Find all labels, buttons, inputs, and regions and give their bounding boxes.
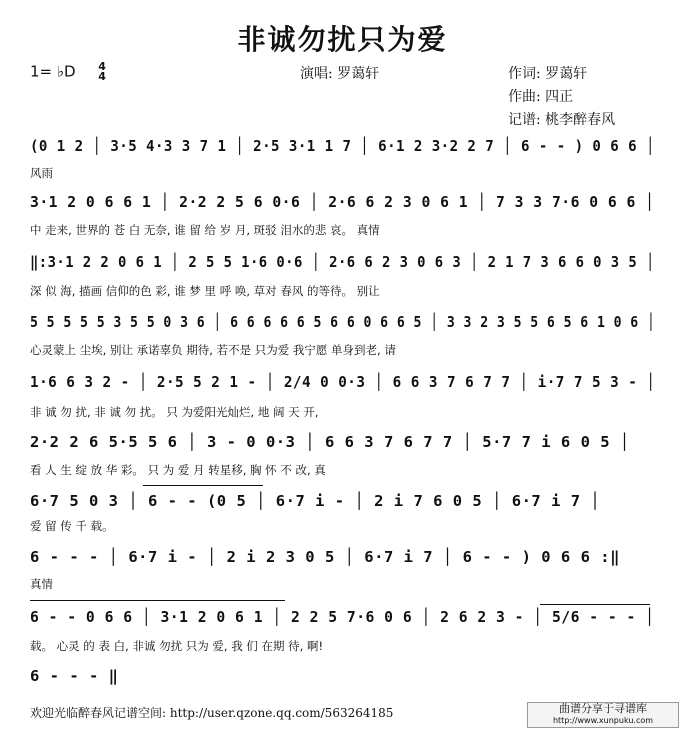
notation-line-1: (0 1 2 │ 3·5 4·3 3 7 1 │ 2·5 3·1 1 7 │ 6·1 2 3·2 2 7 │ 6 - - ) 0 6 6 │	[30, 137, 655, 155]
notation-line-3: ‖:3·1 2 2 0 6 1 │ 2 5 5 1·6 0·6 │ 2·6 6 2 3 0 6 3 │ 2 1 7 3 6 6 0 3 5 │	[30, 253, 655, 271]
time-signature-bottom: 4	[98, 70, 106, 83]
lyric-line-2: 中 走来, 世界的 苍 白 无奈, 谁 留 给 岁 月, 斑驳 泪水的悲 哀。 真情	[30, 223, 380, 237]
footer-note: 欢迎光临醉春风记谱空间: http://user.qzone.qq.com/563264185	[30, 706, 394, 720]
volta-bracket-1	[143, 485, 263, 486]
notation-line-5: 1·6 6 3 2 - │ 2·5 5 2 1 - │ 2/4 0 0·3 │ 6 6 3 7 6 7 7 │ i·7 7 5 3 - │	[30, 373, 656, 391]
key-label: 1= ♭D	[30, 62, 76, 81]
time-signature-top: 4	[98, 60, 106, 73]
lyric-line-6: 看 人 生 绽 放 华 彩。 只 为 爱 月 转星移, 胸 怀 不 改, 真	[30, 463, 326, 477]
lyric-line-9: 载。 心灵 的 表 白, 非诚 勿扰 只为 爱, 我 们 在期 待, 啊!	[30, 639, 324, 653]
notation-line-9: 6 - - 0 6 6 │ 3·1 2 0 6 1 │ 2 2 5 7·6 0 6 │ 2 6 2 3 - │ 5/6 - - - │	[30, 608, 655, 626]
lyric-line-4: 心灵蒙上 尘埃, 别让 承诺辜负 期待, 若不是 只为爱 我宁愿 单身到老, 请	[30, 343, 396, 357]
key-signature	[30, 62, 106, 82]
lyric-line-7: 爱 留 传 千 载。	[30, 519, 114, 533]
notation-line-10: 6 - - - ‖	[30, 667, 119, 685]
badge-url: http://www.xunpuku.com	[552, 716, 654, 725]
notation-line-6: 2·2 2 6 5·5 5 6 │ 3 - 0 0·3 │ 6 6 3 7 6 7 7 │ 5·7 7 i 6 0 5 │	[30, 433, 630, 451]
notation-line-7: 6·7 5 0 3 │ 6 - - (0 5 │ 6·7 i - │ 2 i 7 6 0 5 │ 6·7 i 7 │	[30, 492, 601, 510]
source-badge	[527, 702, 679, 728]
fermata-line	[540, 604, 650, 605]
song-title: 非诚勿扰只为爱	[237, 23, 448, 56]
notation-line-8: 6 - - - │ 6·7 i - │ 2 i 2 3 0 5 │ 6·7 i 7 │ 6 - - ) 0 6 6 :‖	[30, 548, 620, 566]
notation-line-2: 3·1 2 0 6 6 1 │ 2·2 2 5 6 0·6 │ 2·6 6 2 3 0 6 1 │ 7 3 3 7·6 0 6 6 │	[30, 193, 655, 211]
lyric-line-3: 深 似 海, 描画 信仰的色 彩, 谁 梦 里 呼 唤, 草对 春风 的等待。 别让	[30, 284, 380, 298]
volta-bracket-2	[30, 600, 285, 601]
transcriber-credit: 记谱: 桃李醉春风	[508, 112, 616, 128]
lyricist-credit: 作词: 罗蔼轩	[508, 66, 588, 82]
singer-credit: 演唱: 罗蔼轩	[300, 66, 380, 82]
lyric-line-5: 非 诚 勿 扰, 非 诚 勿 扰。 只 为爱阳光灿烂, 地 阔 天 开,	[30, 405, 319, 419]
lyric-line-8: 真情	[30, 577, 53, 591]
composer-credit: 作曲: 四正	[508, 89, 574, 105]
notation-line-4: 5 5 5 5 5 3 5 5 0 3 6 │ 6 6 6 6 6 5 6 6 0 6 6 5 │ 3 3 2 3 5 5 6 5 6 1 0 6 │	[30, 313, 656, 331]
lyric-line-1: 风雨	[30, 166, 53, 180]
time-signature	[98, 62, 106, 82]
badge-title: 曲谱分享于寻谱库	[559, 702, 647, 715]
